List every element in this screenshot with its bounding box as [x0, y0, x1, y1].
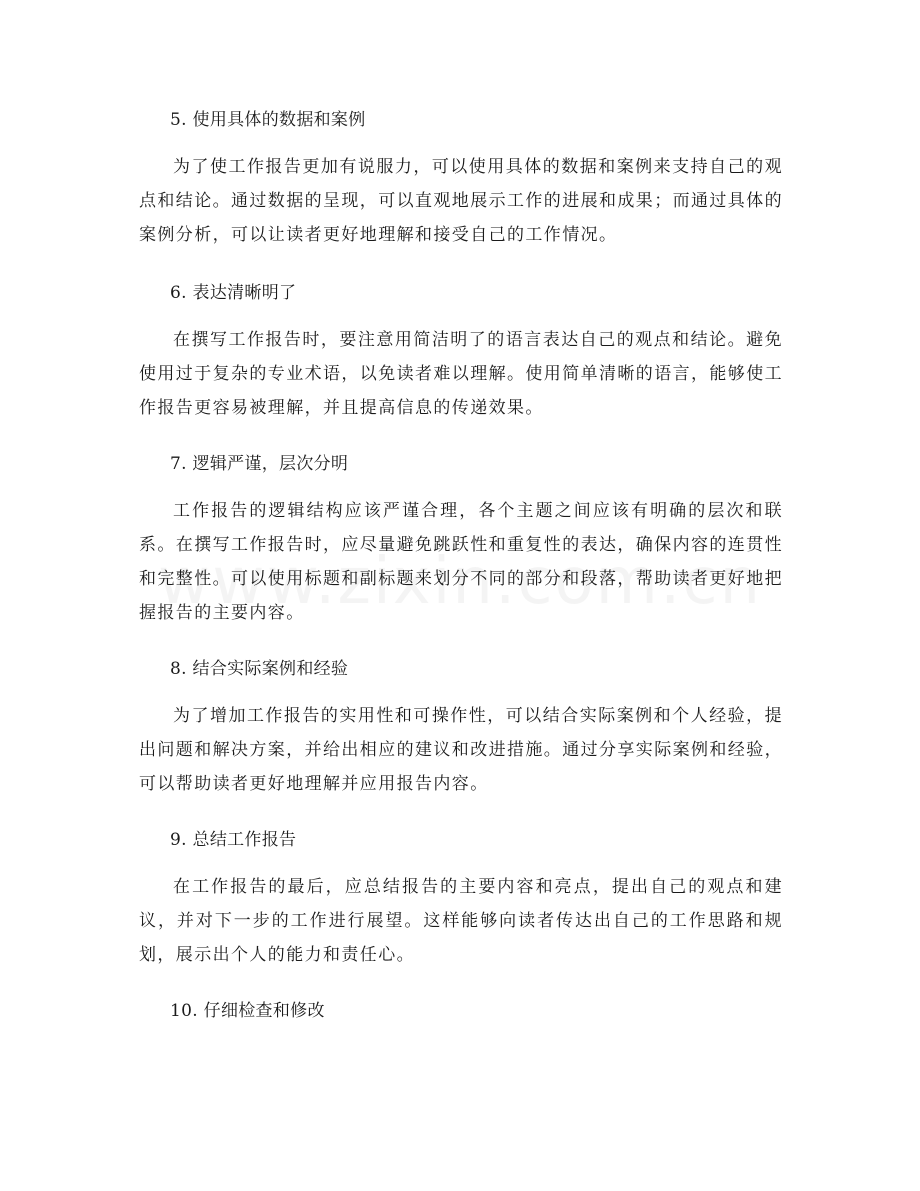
section-7-heading: 7. 逻辑严谨，层次分明 [170, 454, 349, 474]
section-8-heading: 8. 结合实际案例和经验 [170, 659, 349, 679]
section-8-paragraph: 为了增加工作报告的实用性和可操作性，可以结合实际案例和个人经验，提出问题和解决方案，并给出相应的建议和改进措施。通过分享实际案例和经验，可以帮助读者更好地理解并应用报告内容。 [139, 706, 783, 794]
section-9-paragraph: 在工作报告的最后，应总结报告的主要内容和亮点，提出自己的观点和建议，并对下一步的工作进行展望。这样能够向读者传达出自己的工作思路和规划，展示出个人的能力和责任心。 [139, 877, 783, 965]
section-5-heading: 5. 使用具体的数据和案例 [170, 110, 366, 130]
section-6-paragraph: 在撰写工作报告时，要注意用简洁明了的语言表达自己的观点和结论。避免使用过于复杂的专业术语，以免读者难以理解。使用简单清晰的语言，能够使工作报告更容易被理解，并且提高信息的传递效果。 [139, 330, 783, 418]
section-5-paragraph: 为了使工作报告更加有说服力，可以使用具体的数据和案例来支持自己的观点和结论。通过数据的呈现，可以直观地展示工作的进展和成果；而通过具体的案例分析，可以让读者更好地理解和接受自己的工作情况。 [139, 157, 783, 245]
section-10-heading: 10. 仔细检查和修改 [170, 1001, 325, 1021]
section-7-paragraph: 工作报告的逻辑结构应该严谨合理，各个主题之间应该有明确的层次和联系。在撰写工作报告时，应尽量避免跳跃性和重复性的表达，确保内容的连贯性和完整性。可以使用标题和副标题来划分不同的部分和段落，帮助读者更好地把握报告的主要内容。 [139, 501, 783, 623]
section-9-heading: 9. 总结工作报告 [170, 830, 297, 850]
section-6-heading: 6. 表达清晰明了 [170, 283, 297, 303]
